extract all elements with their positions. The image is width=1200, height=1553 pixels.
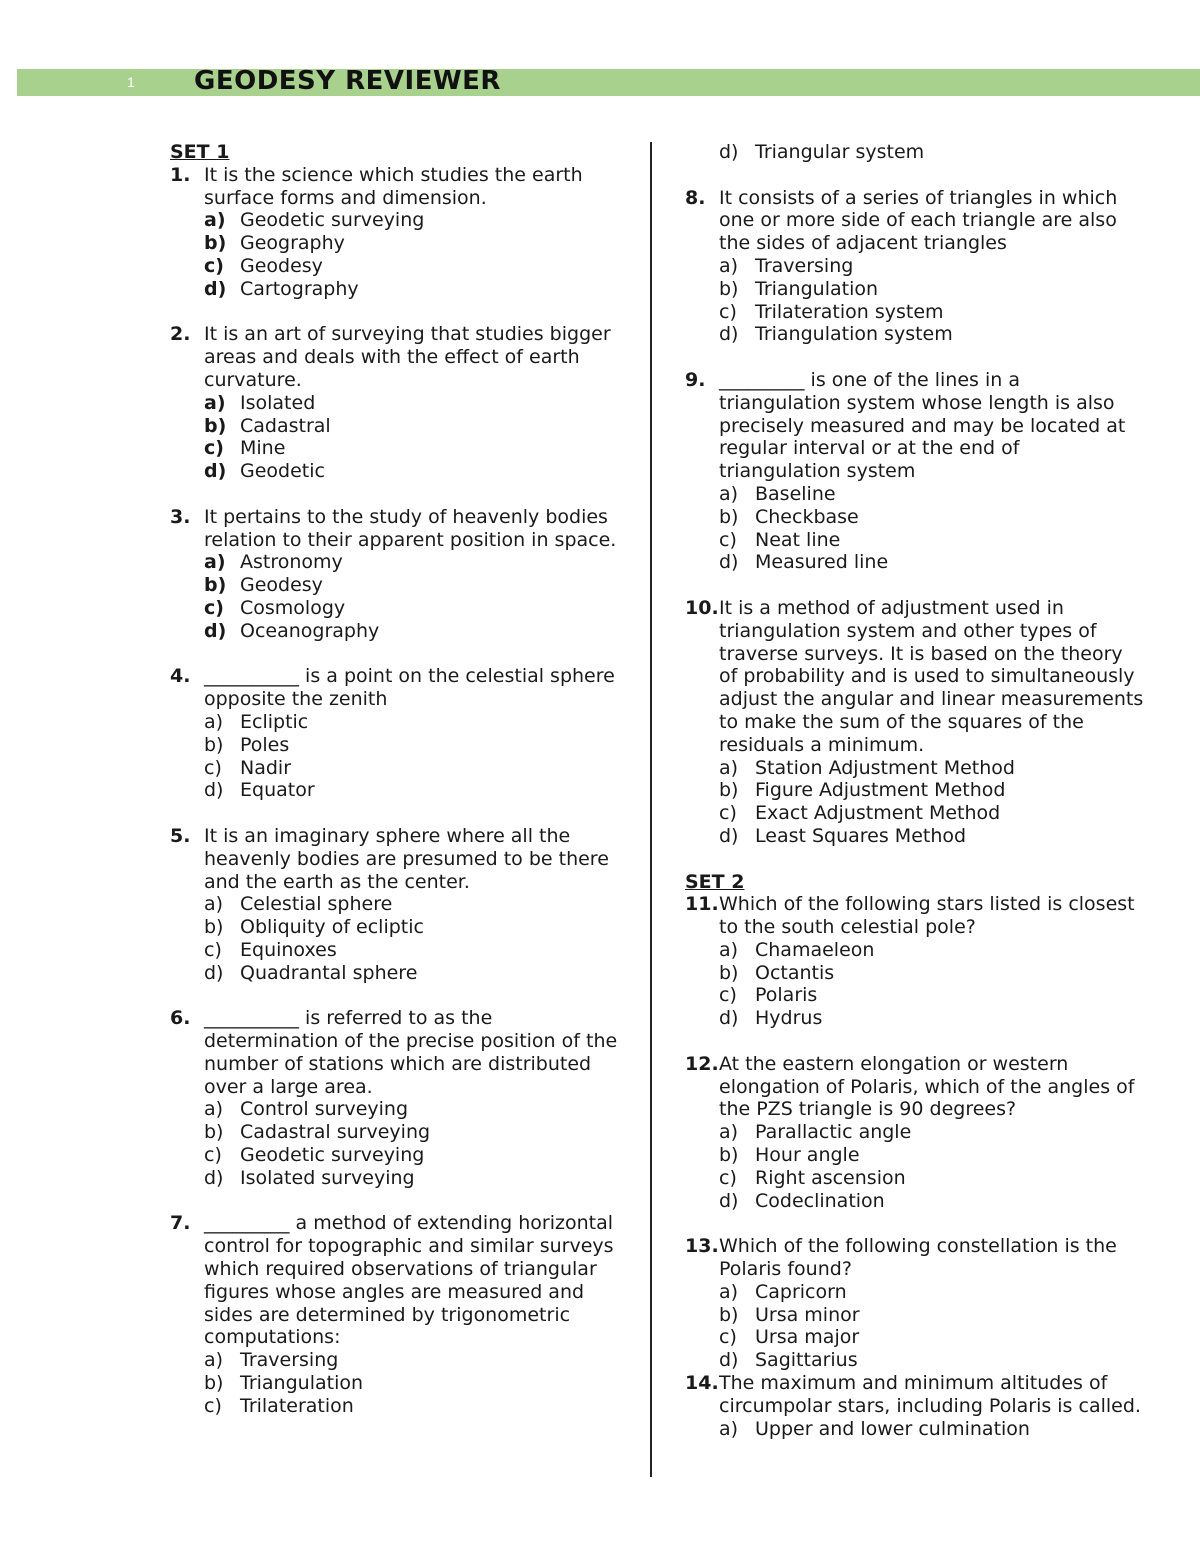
- option-text: Cadastral surveying: [240, 1121, 431, 1144]
- question-number: 6.: [170, 1007, 191, 1030]
- option-text: Trilateration: [240, 1394, 354, 1417]
- question-number: 13.: [685, 1235, 719, 1258]
- option-letter: c): [719, 984, 737, 1007]
- answer-option: [685, 483, 1145, 506]
- answer-option: [685, 529, 1145, 552]
- option-letter: c): [204, 596, 224, 619]
- answer-option: [170, 1121, 630, 1144]
- question-text: At the eastern elongation or western elongation of Polaris, which of the angles of the PZS triangle is 90 degrees?: [719, 1052, 1135, 1121]
- option-letter: a): [204, 893, 224, 916]
- answer-option: [685, 984, 1145, 1007]
- question-row: [685, 1235, 1145, 1281]
- question-row: [685, 1053, 1145, 1121]
- option-text: Celestial sphere: [240, 893, 393, 916]
- answer-option: [685, 962, 1145, 985]
- answer-option: [685, 506, 1145, 529]
- option-letter: c): [204, 1394, 222, 1417]
- answer-option: [170, 779, 630, 802]
- option-text: Geodesy: [240, 574, 323, 597]
- question-text: Which of the following constellation is the Polaris found?: [719, 1235, 1117, 1281]
- option-letter: d): [204, 961, 224, 984]
- option-text: Capricorn: [755, 1280, 847, 1303]
- option-letter: d): [719, 1189, 739, 1212]
- question-row: [685, 369, 1145, 483]
- answer-option: [685, 939, 1145, 962]
- question-item: [685, 1235, 1145, 1372]
- question-item: [685, 597, 1145, 848]
- question-row: [170, 164, 630, 210]
- option-text: Figure Adjustment Method: [755, 779, 1006, 802]
- question-item: [170, 506, 630, 643]
- option-text: Geography: [240, 232, 345, 255]
- answer-option: [170, 916, 630, 939]
- question-item: [170, 665, 630, 802]
- question-item: [685, 1372, 1145, 1440]
- answer-option: [170, 551, 630, 574]
- question-number: 9.: [685, 368, 706, 391]
- right-column: [685, 141, 1145, 1463]
- question-item: [170, 1007, 630, 1189]
- question-row: [170, 825, 630, 893]
- option-letter: b): [719, 505, 739, 528]
- option-text: Chamaeleon: [755, 938, 875, 961]
- question-number: 11.: [685, 893, 719, 916]
- answer-option: [685, 1281, 1145, 1304]
- option-text: Isolated: [240, 391, 316, 414]
- option-letter: c): [719, 802, 737, 825]
- question-number: 8.: [685, 186, 706, 209]
- option-letter: c): [719, 528, 737, 551]
- option-letter: d): [204, 779, 224, 802]
- question-text: __________ is referred to as the determination of the precise position of the number of stations which are distributed over a large area.: [204, 1007, 618, 1098]
- answer-option: [170, 255, 630, 278]
- question-row: [685, 1372, 1145, 1418]
- option-text: Octantis: [755, 961, 835, 984]
- answer-option: [685, 802, 1145, 825]
- option-letter: a): [204, 391, 226, 414]
- option-letter: a): [204, 551, 226, 574]
- question-number: 4.: [170, 665, 191, 688]
- question-item: [170, 323, 630, 483]
- question-row: [685, 597, 1145, 757]
- question-list: [685, 187, 1145, 848]
- option-letter: d): [719, 323, 739, 346]
- option-text: Triangulation: [755, 277, 879, 300]
- answer-option: [170, 734, 630, 757]
- option-letter: d): [719, 1349, 739, 1372]
- option-text: Traversing: [240, 1349, 339, 1372]
- option-letter: b): [719, 961, 739, 984]
- question-row: [170, 1007, 630, 1098]
- option-text: Geodesy: [240, 254, 323, 277]
- question-text: _________ is one of the lines in a triangulation system whose length is also precisely measured and may be located at regular interval or at the end of triangulation system: [719, 368, 1126, 483]
- option-letter: b): [204, 733, 224, 756]
- option-text: Codeclination: [755, 1189, 885, 1212]
- option-letter: d): [204, 1166, 224, 1189]
- option-text: Hour angle: [755, 1144, 860, 1167]
- option-letter: b): [204, 232, 227, 255]
- option-text: Hydrus: [755, 1007, 823, 1030]
- question-row: [685, 187, 1145, 255]
- question-number: 14.: [685, 1372, 719, 1395]
- option-text: Cadastral: [240, 414, 331, 437]
- option-letter: a): [204, 710, 224, 733]
- answer-option: [170, 1372, 630, 1395]
- option-letter: b): [204, 916, 224, 939]
- option-letter: d): [204, 619, 227, 642]
- answer-option: [170, 1349, 630, 1372]
- option-letter: a): [719, 756, 739, 779]
- option-text: Astronomy: [240, 551, 343, 574]
- option-text: Checkbase: [755, 505, 859, 528]
- page-title: GEODESY REVIEWER: [194, 66, 501, 96]
- question-text: It consists of a series of triangles in which one or more side of each triangle are also the sides of adjacent triangles: [719, 186, 1118, 255]
- question-number: 7.: [170, 1212, 191, 1235]
- question-number: 1.: [170, 163, 191, 186]
- question-number: 5.: [170, 824, 191, 847]
- answer-option: [170, 962, 630, 985]
- option-letter: a): [204, 1349, 224, 1372]
- question-row: [170, 323, 630, 391]
- answer-option: [685, 551, 1145, 574]
- option-letter: b): [719, 1303, 739, 1326]
- answer-option: [685, 779, 1145, 802]
- answer-option: [170, 209, 630, 232]
- option-letter: c): [719, 1166, 737, 1189]
- answer-option: [170, 1395, 630, 1418]
- question-item: [685, 369, 1145, 574]
- answer-option: [685, 1121, 1145, 1144]
- question-list: [170, 164, 630, 1418]
- question-item: [685, 893, 1145, 1030]
- answer-option: [170, 278, 630, 301]
- continued-option: [685, 141, 1145, 164]
- option-text: Triangulation: [240, 1372, 364, 1395]
- option-letter: a): [719, 482, 739, 505]
- question-item: [170, 164, 630, 301]
- option-letter: d): [719, 551, 739, 574]
- answer-option: [170, 574, 630, 597]
- answer-option: [685, 1167, 1145, 1190]
- answer-option: [170, 232, 630, 255]
- option-text: Equinoxes: [240, 938, 337, 961]
- option-letter: d): [204, 277, 227, 300]
- answer-option: [170, 460, 630, 483]
- question-text: __________ is a point on the celestial sphere opposite the zenith: [204, 665, 615, 711]
- option-letter: b): [204, 574, 227, 597]
- page-number: 1: [127, 74, 135, 90]
- option-letter: b): [719, 1144, 739, 1167]
- answer-option: [170, 893, 630, 916]
- question-item: [170, 825, 630, 985]
- option-letter: a): [719, 938, 739, 961]
- question-row: [685, 893, 1145, 939]
- answer-option: [170, 1167, 630, 1190]
- answer-option: [170, 757, 630, 780]
- option-letter: b): [204, 414, 227, 437]
- question-number: 3.: [170, 505, 191, 528]
- option-text: Quadrantal sphere: [240, 961, 418, 984]
- option-text: Mine: [240, 437, 286, 460]
- answer-option: [685, 1190, 1145, 1213]
- answer-option: [685, 278, 1145, 301]
- option-text: Neat line: [755, 528, 841, 551]
- option-letter: d): [719, 824, 739, 847]
- option-text: Measured line: [755, 551, 889, 574]
- option-text: Geodetic surveying: [240, 209, 425, 232]
- option-letter: a): [719, 1280, 739, 1303]
- question-text: It is an art of surveying that studies bigger areas and deals with the effect of earth curvature.: [204, 323, 611, 391]
- option-text: Oceanography: [240, 619, 380, 642]
- option-text: Ursa minor: [755, 1303, 860, 1326]
- option-text: Sagittarius: [755, 1349, 858, 1372]
- option-letter: c): [719, 1326, 737, 1349]
- option-text: Cosmology: [240, 596, 346, 619]
- option-text: Obliquity of ecliptic: [240, 916, 424, 939]
- option-text: Polaris: [755, 984, 818, 1007]
- question-list: [685, 893, 1145, 1440]
- option-text: Upper and lower culmination: [755, 1417, 1030, 1440]
- question-item: [685, 187, 1145, 347]
- option-letter: d): [204, 460, 227, 483]
- answer-option: [170, 437, 630, 460]
- option-text: Station Adjustment Method: [755, 756, 1015, 779]
- option-text: Baseline: [755, 482, 836, 505]
- answer-option: [685, 255, 1145, 278]
- option-letter: d): [719, 1007, 739, 1030]
- answer-option: [685, 825, 1145, 848]
- option-text: Triangulation system: [755, 323, 953, 346]
- option-text: Isolated surveying: [240, 1166, 415, 1189]
- option-text: Traversing: [755, 254, 854, 277]
- answer-option: [685, 1326, 1145, 1349]
- option-letter: a): [719, 254, 739, 277]
- answer-option: [685, 1304, 1145, 1327]
- option-text: Equator: [240, 779, 315, 802]
- answer-option: [170, 392, 630, 415]
- question-text: It is the science which studies the earth surface forms and dimension.: [204, 163, 583, 209]
- option-text: Exact Adjustment Method: [755, 802, 1001, 825]
- answer-option: [170, 1098, 630, 1121]
- option-text: Geodetic surveying: [240, 1144, 425, 1167]
- answer-option: [685, 1007, 1145, 1030]
- option-text: Geodetic: [240, 460, 325, 483]
- option-letter: b): [204, 1372, 224, 1395]
- answer-option: [685, 301, 1145, 324]
- option-letter: b): [204, 1121, 224, 1144]
- answer-option: [170, 711, 630, 734]
- option-text: Control surveying: [240, 1098, 409, 1121]
- option-letter: b): [719, 277, 739, 300]
- option-letter: c): [204, 938, 222, 961]
- answer-option: [685, 1349, 1145, 1372]
- question-text: It is an imaginary sphere where all the heavenly bodies are presumed to be there and the earth as the center.: [204, 824, 609, 893]
- question-item: [170, 1212, 630, 1417]
- question-row: [170, 665, 630, 711]
- option-text: Cartography: [240, 277, 359, 300]
- option-letter: a): [719, 1121, 739, 1144]
- question-text: It pertains to the study of heavenly bodies relation to their apparent position in space.: [204, 505, 617, 551]
- option-text: Ecliptic: [240, 710, 309, 733]
- option-text: Least Squares Method: [755, 824, 967, 847]
- question-text: It is a method of adjustment used in triangulation system and other types of traverse surveys. It is based on the theory of probability and is used to simultaneously adjust the angular and linear measurements to make the sum of the squares of the residuals a minimum.: [719, 596, 1144, 756]
- left-column: [170, 141, 630, 1440]
- answer-option: [685, 1418, 1145, 1441]
- option-letter: d): [719, 141, 739, 163]
- question-text: _________ a method of extending horizontal control for topographic and similar surveys which required observations of triangular figures whose angles are measured and sides are determined by trigonometric computations:: [204, 1212, 614, 1349]
- option-text: Triangular system: [755, 141, 925, 163]
- answer-option: [170, 620, 630, 643]
- question-row: [170, 506, 630, 552]
- question-text: The maximum and minimum altitudes of circumpolar stars, including Polaris is called.: [719, 1372, 1141, 1417]
- question-number: 10.: [685, 596, 719, 619]
- question-text: Which of the following stars listed is closest to the south celestial pole?: [719, 893, 1135, 939]
- option-text: Right ascension: [755, 1166, 906, 1189]
- option-text: Parallactic angle: [755, 1121, 912, 1144]
- set-heading: SET 1: [170, 141, 230, 163]
- answer-option: [170, 597, 630, 620]
- answer-option: [685, 757, 1145, 780]
- question-number: 2.: [170, 323, 191, 346]
- question-item: [685, 1053, 1145, 1213]
- answer-option: [170, 939, 630, 962]
- option-letter: c): [204, 1144, 222, 1167]
- column-divider: [650, 142, 652, 1477]
- option-letter: b): [719, 779, 739, 802]
- question-number: 12.: [685, 1052, 719, 1075]
- answer-option: [170, 415, 630, 438]
- answer-option: [170, 1144, 630, 1167]
- option-text: Nadir: [240, 756, 292, 779]
- question-row: [170, 1212, 630, 1349]
- option-letter: c): [204, 437, 224, 460]
- option-letter: a): [204, 209, 226, 232]
- set-heading: SET 2: [685, 870, 745, 893]
- option-text: Trilateration system: [755, 300, 944, 323]
- option-letter: c): [204, 254, 224, 277]
- option-letter: c): [204, 756, 222, 779]
- option-text: Ursa major: [755, 1326, 860, 1349]
- answer-option: [685, 323, 1145, 346]
- answer-option: [685, 1144, 1145, 1167]
- option-letter: a): [719, 1417, 739, 1440]
- option-letter: a): [204, 1098, 224, 1121]
- option-text: Poles: [240, 733, 290, 756]
- option-letter: c): [719, 300, 737, 323]
